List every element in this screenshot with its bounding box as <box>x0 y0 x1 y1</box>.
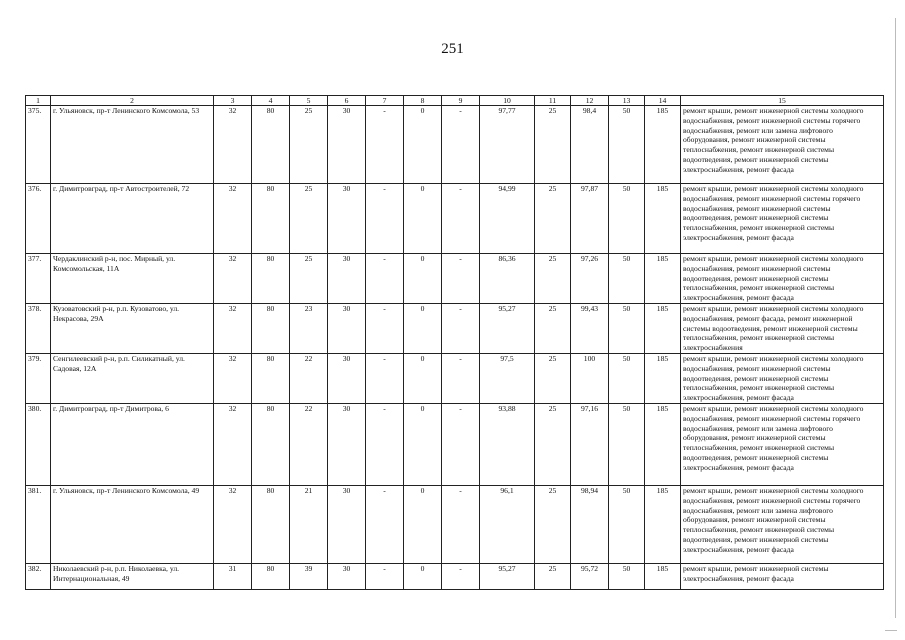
column-header-4: 4 <box>252 96 290 106</box>
cell-c5: 21 <box>290 486 328 564</box>
cell-c14: 185 <box>645 254 681 304</box>
cell-c11: 25 <box>535 304 571 354</box>
table-row <box>26 254 884 304</box>
cell-c14: 185 <box>645 486 681 564</box>
cell-c7: - <box>366 304 404 354</box>
cell-c8: 0 <box>404 106 442 184</box>
cell-address: Николаевский р-н, р.п. Николаевка, ул. Интернациональная, 49 <box>51 564 214 590</box>
cell-c11: 25 <box>535 106 571 184</box>
cell-c5: 39 <box>290 564 328 590</box>
cell-c9: - <box>442 106 480 184</box>
scan-artifact-right-edge <box>895 18 896 618</box>
cell-c4: 80 <box>252 106 290 184</box>
cell-c8: 0 <box>404 254 442 304</box>
cell-c13: 50 <box>609 304 645 354</box>
cell-c13: 50 <box>609 254 645 304</box>
cell-c4: 80 <box>252 564 290 590</box>
cell-c5: 22 <box>290 404 328 486</box>
cell-c9: - <box>442 564 480 590</box>
cell-c9: - <box>442 354 480 404</box>
cell-c8: 0 <box>404 404 442 486</box>
cell-c7: - <box>366 486 404 564</box>
cell-works: ремонт крыши, ремонт инженерной системы холодного водоснабжения, ремонт инженерной системы горячего водоснабжения, ремонт или замена лифтового оборудования, ремонт инженерной системы теплоснабжения, ремонт инженерной системы водоотведения, ремонт инженерной системы электроснабжения, ремонт фасада <box>681 404 884 486</box>
cell-c13: 50 <box>609 564 645 590</box>
cell-c14: 185 <box>645 184 681 254</box>
cell-n: 381. <box>26 486 51 564</box>
column-header-1: 1 <box>26 96 51 106</box>
cell-address: г. Ульяновск, пр-т Ленинского Комсомола, 49 <box>51 486 214 564</box>
cell-c7: - <box>366 564 404 590</box>
cell-c13: 50 <box>609 184 645 254</box>
cell-works: ремонт крыши, ремонт инженерной системы холодного водоснабжения, ремонт фасада, ремонт инженерной системы водоотведения, ремонт инженерной системы теплоснабжения, ремонт инженерной системы электроснабжения <box>681 304 884 354</box>
column-header-13: 13 <box>609 96 645 106</box>
cell-c3: 32 <box>214 354 252 404</box>
table-row <box>26 564 884 590</box>
cell-c13: 50 <box>609 486 645 564</box>
table-row <box>26 354 884 404</box>
cell-c13: 50 <box>609 106 645 184</box>
cell-c14: 185 <box>645 106 681 184</box>
cell-c4: 80 <box>252 254 290 304</box>
cell-n: 376. <box>26 184 51 254</box>
cell-c3: 32 <box>214 486 252 564</box>
cell-c14: 185 <box>645 564 681 590</box>
table-row <box>26 404 884 486</box>
cell-c5: 25 <box>290 106 328 184</box>
column-header-14: 14 <box>645 96 681 106</box>
column-header-15: 15 <box>681 96 884 106</box>
cell-c7: - <box>366 404 404 486</box>
cell-c11: 25 <box>535 254 571 304</box>
cell-c11: 25 <box>535 564 571 590</box>
cell-c7: - <box>366 354 404 404</box>
cell-c3: 32 <box>214 304 252 354</box>
cell-c6: 30 <box>328 404 366 486</box>
cell-c3: 32 <box>214 404 252 486</box>
cell-c12: 99,43 <box>571 304 609 354</box>
cell-c10: 95,27 <box>480 564 535 590</box>
cell-c13: 50 <box>609 404 645 486</box>
table-row <box>26 304 884 354</box>
cell-address: Сенгилеевский р-н, р.п. Силикатный, ул. Садовая, 12А <box>51 354 214 404</box>
cell-c5: 25 <box>290 254 328 304</box>
cell-c3: 32 <box>214 254 252 304</box>
cell-c3: 32 <box>214 106 252 184</box>
column-header-9: 9 <box>442 96 480 106</box>
cell-c11: 25 <box>535 184 571 254</box>
cell-c9: - <box>442 404 480 486</box>
column-header-12: 12 <box>571 96 609 106</box>
cell-c14: 185 <box>645 304 681 354</box>
cell-works: ремонт крыши, ремонт инженерной системы электроснабжения, ремонт фасада <box>681 564 884 590</box>
cell-address: Чердаклинский р-н, пос. Мирный, ул. Комсомольская, 11А <box>51 254 214 304</box>
cell-c10: 97,5 <box>480 354 535 404</box>
cell-c5: 22 <box>290 354 328 404</box>
cell-c8: 0 <box>404 184 442 254</box>
cell-c6: 30 <box>328 106 366 184</box>
cell-c7: - <box>366 254 404 304</box>
cell-c12: 100 <box>571 354 609 404</box>
cell-c3: 31 <box>214 564 252 590</box>
header-row <box>26 96 884 106</box>
cell-c7: - <box>366 184 404 254</box>
cell-c6: 30 <box>328 304 366 354</box>
column-header-7: 7 <box>366 96 404 106</box>
column-header-5: 5 <box>290 96 328 106</box>
cell-n: 379. <box>26 354 51 404</box>
table-row <box>26 184 884 254</box>
cell-c4: 80 <box>252 354 290 404</box>
column-header-3: 3 <box>214 96 252 106</box>
cell-c12: 97,16 <box>571 404 609 486</box>
cell-c6: 30 <box>328 486 366 564</box>
table-body <box>26 106 884 590</box>
cell-works: ремонт крыши, ремонт инженерной системы холодного водоснабжения, ремонт инженерной системы водоотведения, ремонт инженерной системы теплоснабжения, ремонт инженерной системы электроснабжения, ремонт фасада <box>681 354 884 404</box>
cell-c12: 97,26 <box>571 254 609 304</box>
cell-works: ремонт крыши, ремонт инженерной системы холодного водоснабжения, ремонт инженерной системы горячего водоснабжения, ремонт или замена лифтового оборудования, ремонт инженерной системы теплоснабжения, ремонт инженерной системы водоотведения, ремонт инженерной системы электроснабжения, ремонт фасада <box>681 486 884 564</box>
cell-c8: 0 <box>404 304 442 354</box>
cell-c12: 97,87 <box>571 184 609 254</box>
cell-c10: 86,36 <box>480 254 535 304</box>
table-row <box>26 106 884 184</box>
cell-c6: 30 <box>328 354 366 404</box>
cell-c10: 95,27 <box>480 304 535 354</box>
cell-c6: 30 <box>328 184 366 254</box>
cell-c12: 98,4 <box>571 106 609 184</box>
cell-c12: 98,94 <box>571 486 609 564</box>
cell-c5: 23 <box>290 304 328 354</box>
table-header <box>26 96 884 106</box>
cell-c9: - <box>442 304 480 354</box>
cell-n: 375. <box>26 106 51 184</box>
cell-c12: 95,72 <box>571 564 609 590</box>
cell-works: ремонт крыши, ремонт инженерной системы холодного водоснабжения, ремонт инженерной системы горячего водоснабжения, ремонт или замена лифтового оборудования, ремонт инженерной системы теплоснабжения, ремонт инженерной системы водоотведения, ремонт инженерной системы электроснабжения, ремонт фасада <box>681 106 884 184</box>
cell-n: 378. <box>26 304 51 354</box>
cell-c8: 0 <box>404 486 442 564</box>
cell-c10: 97,77 <box>480 106 535 184</box>
cell-address: Кузоватовский р-н, р.п. Кузоватово, ул. Некрасова, 29А <box>51 304 214 354</box>
cell-c10: 93,88 <box>480 404 535 486</box>
table-row <box>26 486 884 564</box>
column-header-10: 10 <box>480 96 535 106</box>
cell-address: г. Ульяновск, пр-т Ленинского Комсомола, 53 <box>51 106 214 184</box>
cell-works: ремонт крыши, ремонт инженерной системы холодного водоснабжения, ремонт инженерной системы водоотведения, ремонт инженерной системы теплоснабжения, ремонт инженерной системы электроснабжения, ремонт фасада <box>681 254 884 304</box>
cell-c4: 80 <box>252 404 290 486</box>
cell-c4: 80 <box>252 486 290 564</box>
cell-c9: - <box>442 254 480 304</box>
scan-artifact-corner-mark <box>885 630 897 631</box>
cell-c9: - <box>442 184 480 254</box>
cell-n: 377. <box>26 254 51 304</box>
cell-c11: 25 <box>535 486 571 564</box>
cell-c8: 0 <box>404 354 442 404</box>
cell-c5: 25 <box>290 184 328 254</box>
column-header-2: 2 <box>51 96 214 106</box>
cell-c10: 94,99 <box>480 184 535 254</box>
cell-works: ремонт крыши, ремонт инженерной системы холодного водоснабжения, ремонт инженерной системы горячего водоснабжения, ремонт инженерной системы водоотведения, ремонт инженерной системы теплоснабжения, ремонт инженерной системы электроснабжения, ремонт фасада <box>681 184 884 254</box>
cell-c4: 80 <box>252 184 290 254</box>
cell-c8: 0 <box>404 564 442 590</box>
housing-repair-table <box>25 95 884 590</box>
cell-c3: 32 <box>214 184 252 254</box>
cell-c14: 185 <box>645 404 681 486</box>
cell-c13: 50 <box>609 354 645 404</box>
cell-c9: - <box>442 486 480 564</box>
cell-address: г. Димитровград, пр-т Димитрова, 6 <box>51 404 214 486</box>
cell-n: 380. <box>26 404 51 486</box>
column-header-6: 6 <box>328 96 366 106</box>
cell-c4: 80 <box>252 304 290 354</box>
cell-c6: 30 <box>328 564 366 590</box>
cell-c7: - <box>366 106 404 184</box>
cell-c14: 185 <box>645 354 681 404</box>
column-header-11: 11 <box>535 96 571 106</box>
cell-c11: 25 <box>535 404 571 486</box>
cell-c6: 30 <box>328 254 366 304</box>
cell-c11: 25 <box>535 354 571 404</box>
cell-address: г. Димитровград, пр-т Автостроителей, 72 <box>51 184 214 254</box>
page-number: 251 <box>441 41 464 57</box>
cell-n: 382. <box>26 564 51 590</box>
column-header-8: 8 <box>404 96 442 106</box>
cell-c10: 96,1 <box>480 486 535 564</box>
